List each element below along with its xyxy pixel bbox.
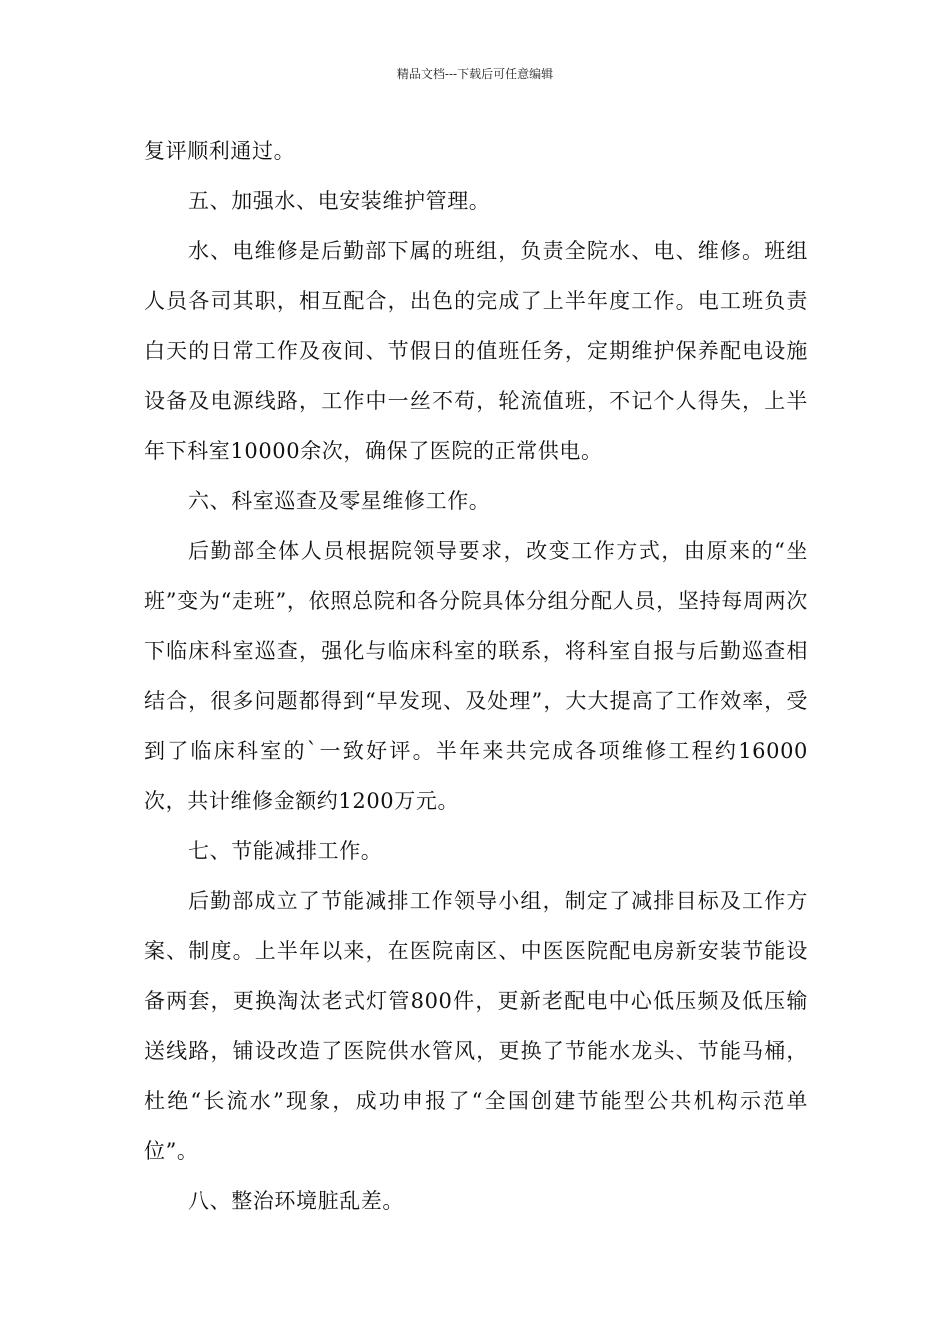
paragraph-continuation: 复评顺利通过。 [144,139,296,163]
document-body [144,126,808,1226]
section-heading-5: 五、加强水、电安装维护管理。 [188,189,491,213]
section-heading-6: 六、科室巡查及零星维修工作。 [188,489,491,513]
paragraph-water-electric-maintenance: 水、电维修是后勤部下属的班组，负责全院水、电、维修。班组人员各司其职，相互配合，出色的完成了上半年度工作。电工班负责白天的日常工作及夜间、节假日的值班任务，定期维护保养配电设施设备及电源线路，工作中一丝不苟，轮流值班，不记个人得失，上半年下科室10000余次，确保了医院的正常供电。 [144,239,808,463]
section-heading-7: 七、节能减排工作。 [188,839,383,863]
paragraph-energy-saving: 后勤部成立了节能减排工作领导小组，制定了减排目标及工作方案、制度。上半年以来，在医院南区、中医医院配电房新安装节能设备两套，更换淘汰老式灯管800件，更新老配电中心低压频及低压输送线路，铺设改造了医院供水管风，更换了节能水龙头、节能马桶，杜绝“长流水”现象，成功申报了“全国创建节能型公共机构示范单位”。 [144,889,808,1163]
page-header: 精品文档---下载后可任意编辑 [396,67,554,81]
paragraph-department-inspection: 后勤部全体人员根据院领导要求，改变工作方式，由原来的“坐班”变为“走班”，依照总院和各分院具体分组分配人员，坚持每周两次下临床科室巡查，强化与临床科室的联系，将科室自报与后勤巡查相结合，很多问题都得到“早发现、及处理”，大大提高了工作效率，受到了临床科室的`一致好评。半年来共完成各项维修工程约16000次，共计维修金额约1200万元。 [144,539,808,813]
section-heading-8: 八、整治环境脏乱差。 [188,1189,404,1213]
